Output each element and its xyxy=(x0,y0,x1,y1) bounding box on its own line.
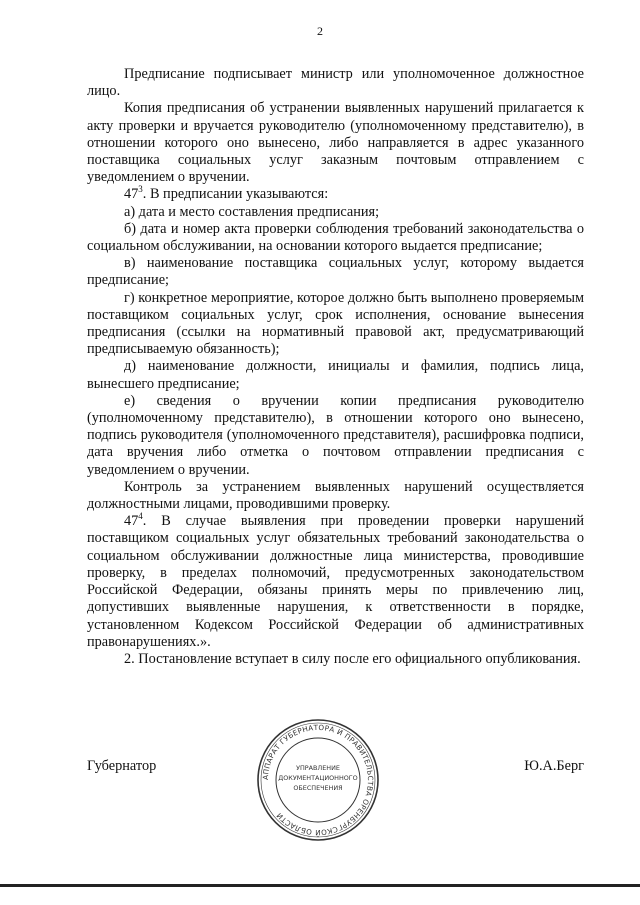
paragraph xyxy=(87,358,584,392)
signature-title: Губернатор xyxy=(87,758,157,774)
paragraph-text-continued: . В случае выявления при проведении проверки нарушений поставщиком социальных услуг обязательных требований законодательства о социальном обслуживании должностные лица министерства, проводившие проверку, в пределах полномочий, предусмотренных законодательством Российской Федерации, обязаны принять меры по привлечению лиц, допустивших выявленные нарушения, к ответственности в порядке, установленном Кодексом Российской Федерации об административных правонарушениях.». xyxy=(87,513,584,650)
paragraph xyxy=(87,186,584,203)
paragraph-text: 47 xyxy=(124,186,139,203)
paragraph-text-continued: . В предписании указываются: xyxy=(142,186,329,203)
document-body xyxy=(87,66,584,668)
paragraph-text: е) сведения о вручении копии предписания руководителю (уполномоченному представителю), в отношении которого оно вынесено, подпись руководителя (уполномоченного представителя), расшифровка подписи, дата вручения либо отметка о почтовом отправлении предписания с уведомлением о вручении. xyxy=(87,392,584,478)
page-bottom-rule xyxy=(0,884,640,887)
paragraph-text: Контроль за устранением выявленных нарушений осуществляется должностными лицами, проводившими проверку. xyxy=(87,478,584,513)
paragraph xyxy=(87,66,584,100)
paragraph xyxy=(87,290,584,359)
seal-center-line-3: ОБЕСПЕЧЕНИЯ xyxy=(293,784,343,792)
paragraph-text: а) дата и место составления предписания; xyxy=(124,203,380,220)
paragraph xyxy=(87,479,584,513)
paragraph xyxy=(87,255,584,289)
seal-center-line-1: УПРАВЛЕНИЕ xyxy=(296,764,340,772)
paragraph-superscript: 4 xyxy=(138,511,143,522)
paragraph xyxy=(87,221,584,255)
seal-center-line-2: ДОКУМЕНТАЦИОННОГО xyxy=(278,774,358,782)
seal-ring-text: АППАРАТ ГУБЕРНАТОРА И ПРАВИТЕЛЬСТВА ОРЕНБУРГСКОЙ ОБЛАСТИ xyxy=(260,722,376,838)
paragraph xyxy=(87,204,584,221)
paragraph-text: Копия предписания об устранении выявленных нарушений прилагается к акту проверки и вручается руководителю (уполномоченному представителю), в отношении которого оно вынесено, либо направляется в адрес указанного поставщика социальных услуг заказным почтовым отправлением с уведомлением о вручении. xyxy=(87,100,584,186)
paragraph-text: в) наименование поставщика социальных услуг, которому выдается предписание; xyxy=(87,255,584,289)
paragraph xyxy=(87,393,584,479)
paragraph-text: 2. Постановление вступает в силу после его официального опубликования. xyxy=(124,650,581,667)
paragraph-text: г) конкретное мероприятие, которое должно быть выполнено проверяемым поставщиком социальных услуг, срок исполнения, основание вынесения предписания (ссылки на нормативный правовой акт, предусматривающий предписываемую обязанность); xyxy=(87,289,584,358)
paragraph-text: д) наименование должности, инициалы и фамилия, подпись лица, вынесшего предписание; xyxy=(87,358,584,392)
official-seal-stamp xyxy=(256,718,380,842)
signature-name: Ю.А.Берг xyxy=(524,758,584,774)
page-number: 2 xyxy=(317,24,323,38)
paragraph xyxy=(87,513,584,651)
paragraph xyxy=(87,651,584,668)
paragraph-text: б) дата и номер акта проверки соблюдения требований законодательства о социальном обслуживании, на основании которого выдается предписание; xyxy=(87,220,584,255)
paragraph-superscript: 3 xyxy=(138,184,143,195)
paragraph-text: 47 xyxy=(124,513,139,530)
paragraph xyxy=(87,100,584,186)
paragraph-text: Предписание подписывает министр или уполномоченное должностное лицо. xyxy=(87,66,584,100)
